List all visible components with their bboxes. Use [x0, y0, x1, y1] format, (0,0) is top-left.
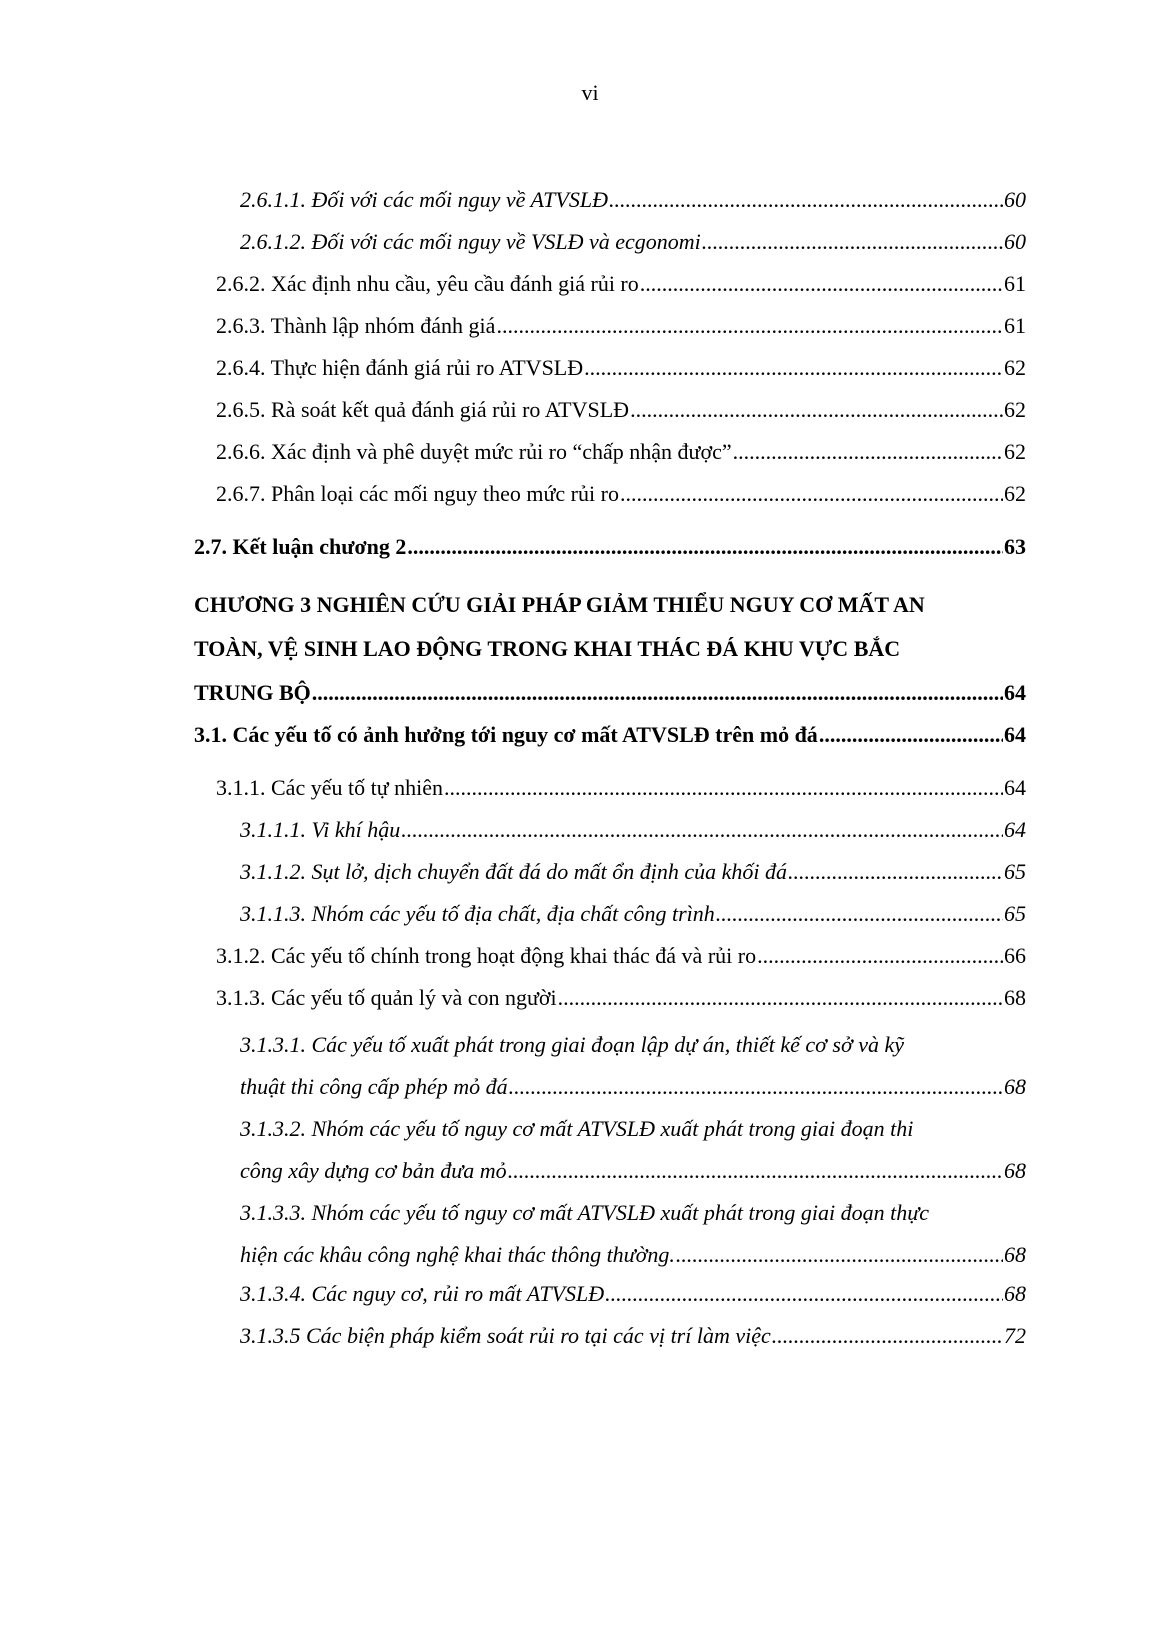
toc-entry-label: 3.1.1.1. Vi khí hậu [240, 817, 401, 842]
dot-leader [312, 671, 1003, 715]
page-number: vi [581, 80, 599, 105]
toc-entry-label: 3.1.1.2. Sụt lở, dịch chuyển đất đá do mất ổn định của khối đá [240, 859, 788, 884]
toc-entry-3-1-3-1[interactable] [240, 1024, 1026, 1108]
toc-entry-label-line: TOÀN, VỆ SINH LAO ĐỘNG TRONG KHAI THÁC ĐÁ KHU VỰC BẮC [194, 636, 901, 661]
toc-entry-page: 72 [1004, 1323, 1026, 1348]
dot-leader [509, 1066, 1003, 1108]
toc-entry-page: 61 [1004, 313, 1026, 338]
toc-entry-label-line: TRUNG BỘ [194, 680, 311, 705]
toc-entry-page: 64 [1004, 817, 1026, 842]
toc-entry-label-line: công xây dựng cơ bản đưa mỏ [240, 1158, 507, 1183]
toc-entry-label: 3.1. Các yếu tố có ảnh hưởng tới nguy cơ mất ATVSLĐ trên mỏ đá [194, 722, 818, 747]
toc-entry-page: 68 [1004, 1242, 1026, 1267]
toc-entry-label-line: CHƯƠNG 3 NGHIÊN CỨU GIẢI PHÁP GIẢM THIỂU NGUY CƠ MẤT AN [194, 592, 925, 617]
dot-leader [772, 1321, 1003, 1351]
toc-entry-label: 2.6.5. Rà soát kết quả đánh giá rủi ro ATVSLĐ [216, 397, 630, 422]
toc-entry-page: 60 [1004, 187, 1026, 212]
toc-entry-label: 3.1.3.5 Các biện pháp kiểm soát rủi ro tại các vị trí làm việc [240, 1323, 771, 1348]
toc-entry-page: 61 [1004, 271, 1026, 296]
toc-entry-label-line: 3.1.3.3. Nhóm các yếu tố nguy cơ mất ATVSLĐ xuất phát trong giai đoạn thực [240, 1200, 929, 1225]
toc-entry-page: 68 [1004, 1158, 1026, 1183]
toc-entry-label-line: 3.1.3.2. Nhóm các yếu tố nguy cơ mất ATVSLĐ xuất phát trong giai đoạn thi [240, 1116, 914, 1141]
toc-entry-label: 2.6.2. Xác định nhu cầu, yêu cầu đánh giá rủi ro [216, 271, 639, 296]
toc-entry-label: 3.1.2. Các yếu tố chính trong hoạt động khai thác đá và rủi ro [216, 943, 757, 968]
toc-entry-page: 65 [1004, 859, 1026, 884]
toc-entry-label: 3.1.1. Các yếu tố tự nhiên [216, 775, 443, 800]
toc-entry-page: 68 [1004, 985, 1026, 1010]
toc-entry-page: 62 [1004, 355, 1026, 380]
toc-entry-2-6-2[interactable] [216, 269, 1026, 299]
toc-entry-page: 62 [1004, 481, 1026, 506]
toc-entry-page: 64 [1004, 680, 1026, 705]
toc-entry-label: 3.1.1.3. Nhóm các yếu tố địa chất, địa chất công trình [240, 901, 715, 926]
toc-entry-page: 60 [1004, 229, 1026, 254]
dot-leader [702, 227, 1003, 257]
toc-entry-3-1-3-2[interactable] [240, 1108, 1026, 1192]
dot-leader [733, 437, 1003, 467]
toc-entry-2-7[interactable] [194, 532, 1026, 562]
dot-leader [620, 479, 1003, 509]
toc-entry-page: 68 [1004, 1074, 1026, 1099]
dot-leader [757, 941, 1003, 971]
toc-entry-2-6-1-1[interactable] [240, 185, 1026, 215]
toc-entry-label-line: thuật thi công cấp phép mỏ đá [240, 1074, 508, 1099]
toc-entry-3-1-1[interactable] [216, 773, 1026, 803]
dot-leader [630, 395, 1003, 425]
toc-entry-label: 2.6.1.2. Đối với các mối nguy về VSLĐ và ecgonomi [240, 229, 701, 254]
toc-entry-chapter-3[interactable] [194, 583, 1026, 715]
toc-entry-3-1[interactable] [194, 720, 1026, 750]
dot-leader [640, 269, 1003, 299]
toc-entry-label: 2.6.7. Phân loại các mối nguy theo mức rủi ro [216, 481, 619, 506]
toc-entry-page: 66 [1004, 943, 1026, 968]
toc-entry-label-line: hiện các khâu công nghệ khai thác thông thường. [240, 1242, 675, 1267]
toc-entry-3-1-3-5[interactable] [240, 1321, 1026, 1351]
toc-entry-label: 2.6.6. Xác định và phê duyệt mức rủi ro “chấp nhận được” [216, 439, 732, 464]
toc-entry-label: 2.6.3. Thành lập nhóm đánh giá [216, 313, 496, 338]
dot-leader [605, 1279, 1003, 1309]
toc-entry-page: 62 [1004, 439, 1026, 464]
dot-leader [508, 1150, 1003, 1192]
dot-leader [609, 185, 1003, 215]
toc-entry-2-6-7[interactable] [216, 479, 1026, 509]
toc-entry-2-6-6[interactable] [216, 437, 1026, 467]
toc-entry-2-6-3[interactable] [216, 311, 1026, 341]
dot-leader [496, 311, 1003, 341]
toc-entry-label: 2.7. Kết luận chương 2 [194, 534, 407, 559]
dot-leader [716, 899, 1003, 929]
toc-entry-page: 68 [1004, 1281, 1026, 1306]
toc-entry-page: 62 [1004, 397, 1026, 422]
toc-entry-3-1-3-3[interactable] [240, 1192, 1026, 1276]
toc-entry-3-1-3-4[interactable] [240, 1279, 1026, 1309]
toc-entry-2-6-1-2[interactable] [240, 227, 1026, 257]
toc-entry-3-1-1-1[interactable] [240, 815, 1026, 845]
dot-leader [676, 1234, 1003, 1276]
toc-entry-label: 3.1.3.4. Các nguy cơ, rủi ro mất ATVSLĐ [240, 1281, 605, 1306]
dot-leader [558, 983, 1003, 1013]
toc-entry-3-1-3[interactable] [216, 983, 1026, 1013]
toc-entry-label-line: 3.1.3.1. Các yếu tố xuất phát trong giai đoạn lập dự án, thiết kế cơ sở và kỹ [240, 1032, 904, 1057]
dot-leader [819, 720, 1003, 750]
toc-entry-page: 65 [1004, 901, 1026, 926]
toc-entry-page: 64 [1004, 722, 1026, 747]
toc-entry-2-6-4[interactable] [216, 353, 1026, 383]
toc-entry-2-6-5[interactable] [216, 395, 1026, 425]
toc-entry-page: 63 [1004, 534, 1026, 559]
dot-leader [788, 857, 1003, 887]
dot-leader [584, 353, 1003, 383]
dot-leader [444, 773, 1003, 803]
toc-entry-label: 3.1.3. Các yếu tố quản lý và con người [216, 985, 557, 1010]
toc-entry-3-1-1-2[interactable] [240, 857, 1026, 887]
toc-entry-3-1-1-3[interactable] [240, 899, 1026, 929]
toc-entry-page: 64 [1004, 775, 1026, 800]
toc-entry-3-1-2[interactable] [216, 941, 1026, 971]
dot-leader [401, 815, 1003, 845]
dot-leader [407, 532, 1003, 562]
toc-entry-label: 2.6.4. Thực hiện đánh giá rủi ro ATVSLĐ [216, 355, 584, 380]
toc-entry-label: 2.6.1.1. Đối với các mối nguy về ATVSLĐ [240, 187, 608, 212]
